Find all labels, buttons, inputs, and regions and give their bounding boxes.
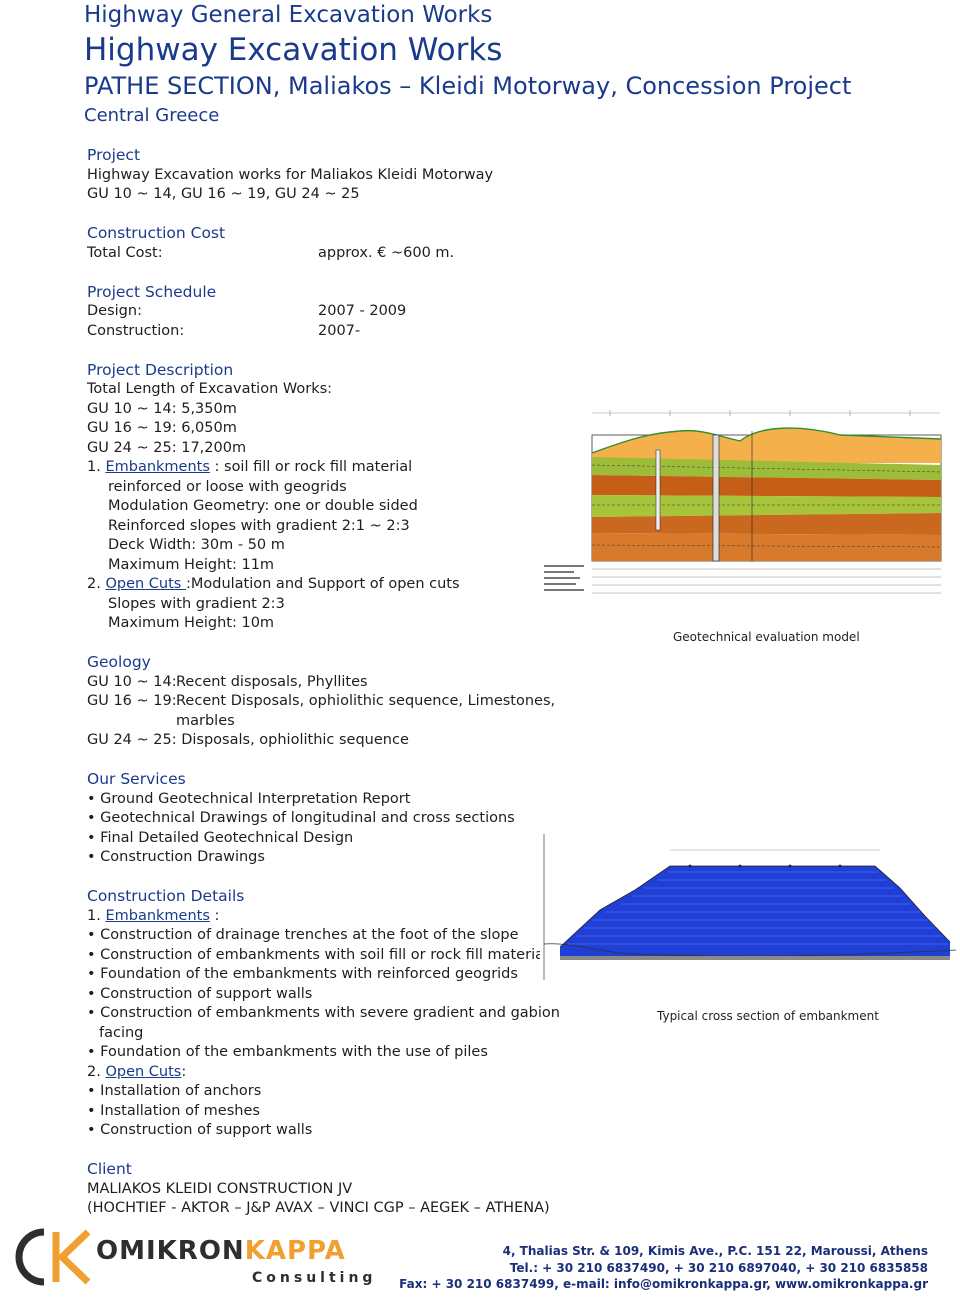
footer-address: 4, Thalias Str. & 109, Kimis Ave., P.C. 151 22, Maroussi, Athens: [502, 1244, 928, 1258]
details-heading: Construction Details: [87, 887, 245, 905]
category-title: Highway General Excavation Works: [84, 2, 493, 28]
detail-item: • Installation of meshes: [87, 1102, 260, 1119]
open-cuts-line: Maximum Height: 10m: [108, 615, 275, 631]
logo-word-omikron: OMIKRON: [96, 1236, 245, 1266]
project-sections: GU 10 ~ 14, GU 16 ~ 19, GU 24 ~ 25: [87, 186, 360, 202]
geology-label: GU 16 ~ 19:: [87, 693, 177, 709]
geotechnical-model-caption: Geotechnical evaluation model: [673, 630, 860, 644]
open-cuts-link[interactable]: Open Cuts: [105, 576, 186, 592]
length-gu16: GU 16 ~ 19: 6,050m: [87, 420, 237, 436]
detail-item-continuation: facing: [99, 1024, 144, 1041]
design-value: 2007 - 2009: [318, 303, 407, 319]
details-open-cuts: [87, 1063, 557, 1083]
detail-item: • Construction of embankments with severe gradient and gabion: [87, 1005, 560, 1021]
region-label: Central Greece: [84, 105, 220, 126]
details-open-cuts-colon: :: [181, 1063, 187, 1080]
omikronkappa-logo-icon: [4, 1226, 94, 1288]
embankments-line: reinforced or loose with geogrids: [108, 478, 347, 495]
geology-row: [87, 673, 557, 693]
service-item: • Geotechnical Drawings of longitudinal and cross sections: [87, 810, 515, 826]
detail-item: • Construction of drainage trenches at the foot of the slope: [87, 927, 519, 943]
item-number: 2.: [87, 576, 101, 592]
embankment-section-figure: [540, 832, 960, 982]
embankments-link[interactable]: Embankments: [105, 459, 210, 475]
embankments-desc: : soil fill or rock fill material: [209, 459, 413, 475]
embankments-line: Reinforced slopes with gradient 2:1 ~ 2:3: [108, 517, 410, 534]
logo-wordmark: [96, 1236, 346, 1266]
item-number: 1.: [87, 907, 101, 924]
construction-row: [87, 322, 557, 342]
embankments-item: [87, 458, 557, 478]
services-heading: Our Services: [87, 770, 186, 788]
geology-value: Recent Disposals, ophiolithic sequence, Limestones,: [176, 693, 556, 709]
details-open-cuts-link[interactable]: Open Cuts: [105, 1063, 182, 1080]
project-heading: Project: [87, 146, 141, 164]
item-number: 2.: [87, 1063, 101, 1080]
geotechnical-model-figure: [540, 405, 960, 625]
footer-fax: Fax: + 30 210 6837499, e-mail: info@omikronkappa.gr, www.omikronkappa.gr: [399, 1277, 928, 1291]
service-item: • Construction Drawings: [87, 849, 265, 865]
construction-value: 2007-: [318, 322, 361, 339]
service-item: • Final Detailed Geotechnical Design: [87, 829, 354, 846]
embankments-line: Maximum Height: 11m: [108, 556, 275, 573]
description-heading: Project Description: [87, 360, 234, 379]
embankment-caption: Typical cross section of embankment: [657, 1009, 879, 1023]
detail-item: • Installation of anchors: [87, 1083, 262, 1099]
geology-label: GU 10 ~ 14:: [87, 673, 177, 690]
details-embankments-colon: :: [209, 907, 220, 924]
detail-item: • Construction of support walls: [87, 985, 313, 1002]
client-members: (HOCHTIEF - AKTOR – J&P AVAX – VINCI CGP – AEGEK – ATHENA): [87, 1200, 550, 1216]
content-column: [87, 146, 560, 1219]
geology-value: Recent disposals, Phyllites: [176, 673, 368, 690]
open-cuts-item: [87, 575, 557, 595]
details-embankments: [87, 907, 557, 927]
geology-continuation: marbles: [176, 712, 235, 729]
cost-label: Total Cost:: [87, 244, 163, 261]
logo-tagline: Consulting: [252, 1270, 377, 1286]
cost-value: approx. € ~600 m.: [318, 244, 455, 261]
open-cuts-desc: :Modulation and Support of open cuts: [185, 576, 460, 592]
length-gu10: GU 10 ~ 14: 5,350m: [87, 400, 237, 417]
logo-word-kappa: KAPPA: [244, 1236, 346, 1266]
detail-item: • Foundation of the embankments with reinforced geogrids: [87, 966, 518, 982]
detail-item: • Construction of embankments with soil fill or rock fill materials: [87, 946, 556, 963]
cost-heading: Construction Cost: [87, 224, 226, 242]
total-length-label: Total Length of Excavation Works:: [87, 381, 333, 397]
client-name: MALIAKOS KLEIDI CONSTRUCTION JV: [87, 1180, 353, 1197]
embankments-line: Deck Width: 30m - 50 m: [108, 537, 285, 553]
details-embankments-link[interactable]: Embankments: [105, 907, 210, 924]
geology-heading: Geology: [87, 653, 151, 671]
open-cuts-line: Slopes with gradient 2:3: [108, 595, 285, 612]
service-item: • Ground Geotechnical Interpretation Report: [87, 790, 411, 807]
project-line: Highway Excavation works for Maliakos Kleidi Motorway: [87, 166, 494, 183]
client-heading: Client: [87, 1160, 132, 1178]
item-number: 1.: [87, 459, 101, 475]
cost-row: [87, 244, 557, 264]
detail-item: • Construction of support walls: [87, 1122, 313, 1138]
page-title: Highway Excavation Works: [84, 32, 503, 68]
geology-row: GU 24 ~ 25: Disposals, ophiolithic sequence: [87, 732, 409, 748]
project-subtitle: PATHE SECTION, Maliakos – Kleidi Motorway, Concession Project: [84, 72, 852, 100]
length-gu24: GU 24 ~ 25: 17,200m: [87, 439, 247, 456]
embankments-line: Modulation Geometry: one or double sided: [108, 498, 418, 514]
detail-item: • Foundation of the embankments with the use of piles: [87, 1044, 488, 1060]
footer-tel: Tel.: + 30 210 6837490, + 30 210 6897040, + 30 210 6835858: [509, 1261, 928, 1275]
design-row: [87, 302, 557, 322]
construction-label: Construction:: [87, 322, 185, 339]
design-label: Design:: [87, 303, 142, 319]
schedule-heading: Project Schedule: [87, 282, 217, 301]
geology-row: [87, 692, 557, 712]
